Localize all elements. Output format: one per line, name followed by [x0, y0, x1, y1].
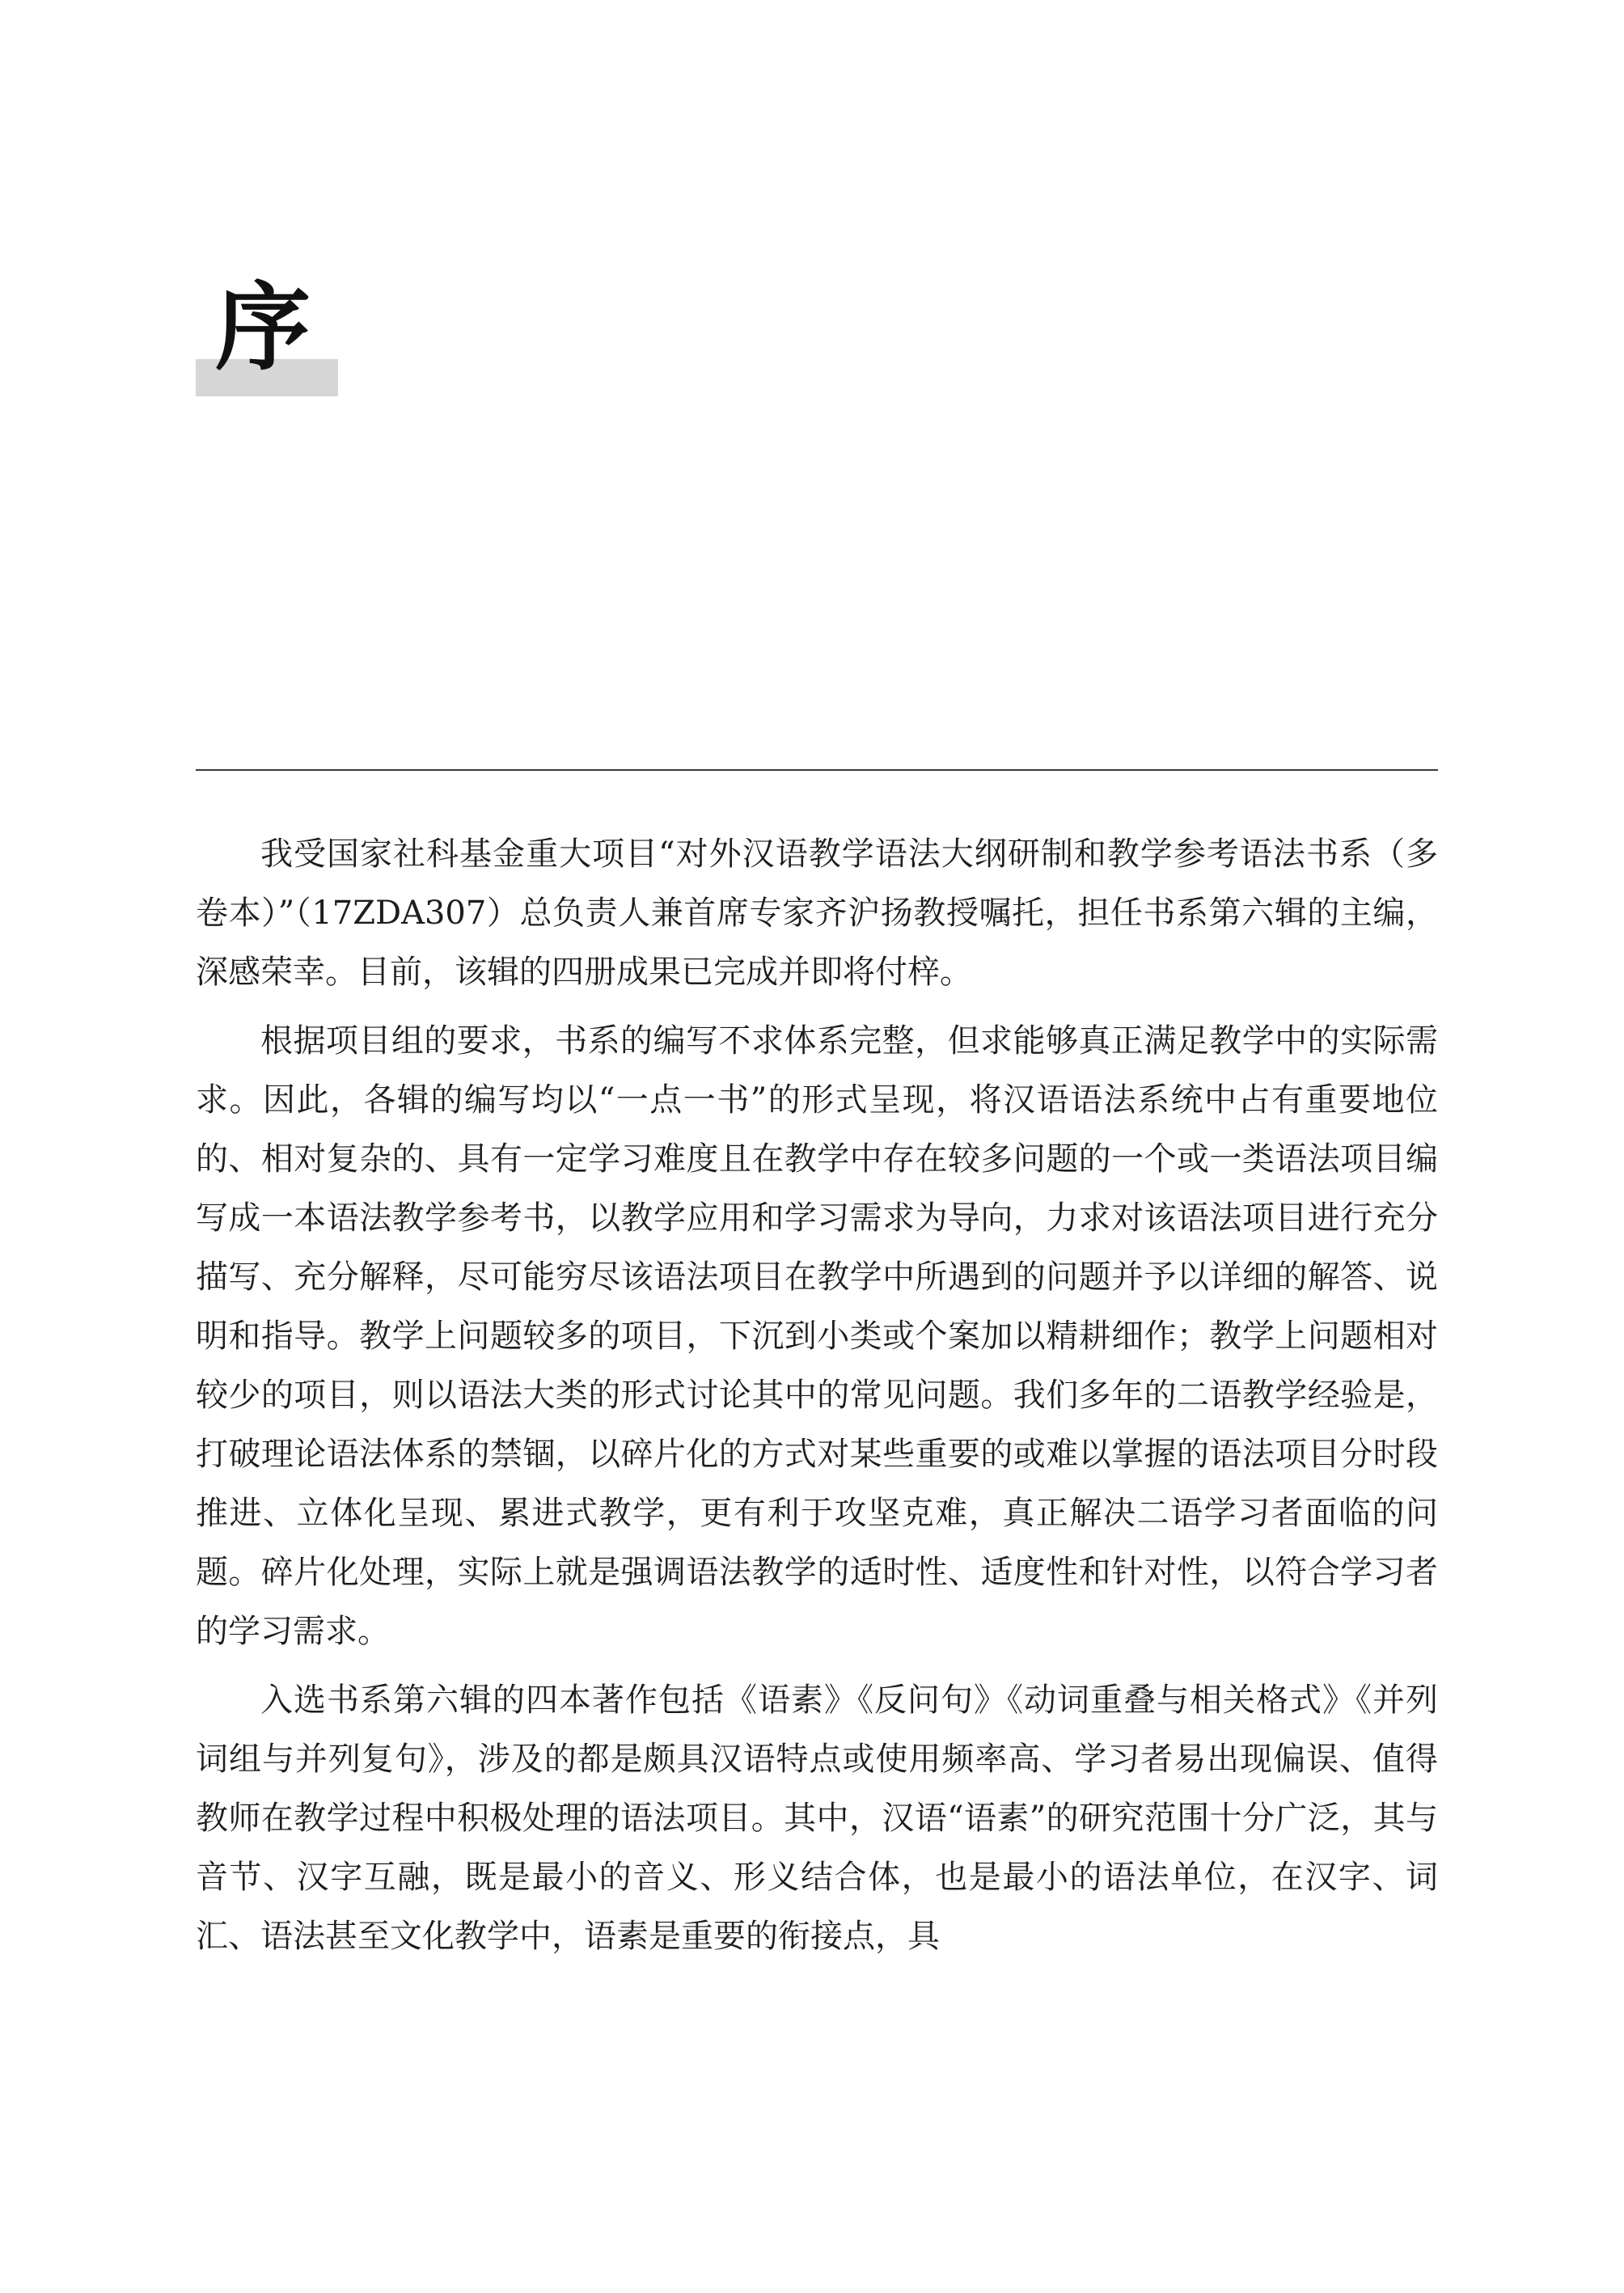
- paragraph-2: 根据项目组的要求，书系的编写不求体系完整，但求能够真正满足教学中的实际需求。因此，各辑的编写均以“一点一书”的形式呈现，将汉语语法系统中占有重要地位的、相对复杂的、具有一定学习难度且在教学中存在较多问题的一个或一类语法项目编写成一本语法教学参考书，以教学应用和学习需求为导向，力求对该语法项目进行充分描写、充分解释，尽可能穷尽该语法项目在教学中所遇到的问题并予以详细的解答、说明和指导。教学上问题较多的项目，下沉到小类或个案加以精耕细作；教学上问题相对较少的项目，则以语法大类的形式讨论其中的常见问题。我们多年的二语教学经验是，打破理论语法体系的禁锢，以碎片化的方式对某些重要的或难以掌握的语法项目分时段推进、立体化呈现、累进式教学，更有利于攻坚克难，真正解决二语学习者面临的问题。碎片化处理，实际上就是强调语法教学的适时性、适度性和针对性，以符合学习者的学习需求。: [196, 1022, 1438, 1650]
- chapter-title: 序: [215, 271, 311, 383]
- chapter-title-block: [196, 267, 338, 396]
- paragraph-1: 我受国家社科基金重大项目“对外汉语教学语法大纲研制和教学参考语法书系（多卷本）”（17ZDA307）总负责人兼首席专家齐沪扬教授嘱托，担任书系第六辑的主编，深感荣幸。目前，该辑的四册成果已完成并即将付梓。: [196, 836, 1438, 991]
- body-text: [196, 825, 1438, 1976]
- title-divider: [196, 769, 1438, 771]
- paragraph-3: 入选书系第六辑的四本著作包括《语素》《反问句》《动词重叠与相关格式》《并列词组与并列复句》，涉及的都是颇具汉语特点或使用频率高、学习者易出现偏误、值得教师在教学过程中积极处理的语法项目。其中，汉语“语素”的研究范围十分广泛，其与音节、汉字互融，既是最小的音义、形义结合体，也是最小的语法单位，在汉字、词汇、语法甚至文化教学中，语素是重要的衔接点，具: [196, 1682, 1438, 1955]
